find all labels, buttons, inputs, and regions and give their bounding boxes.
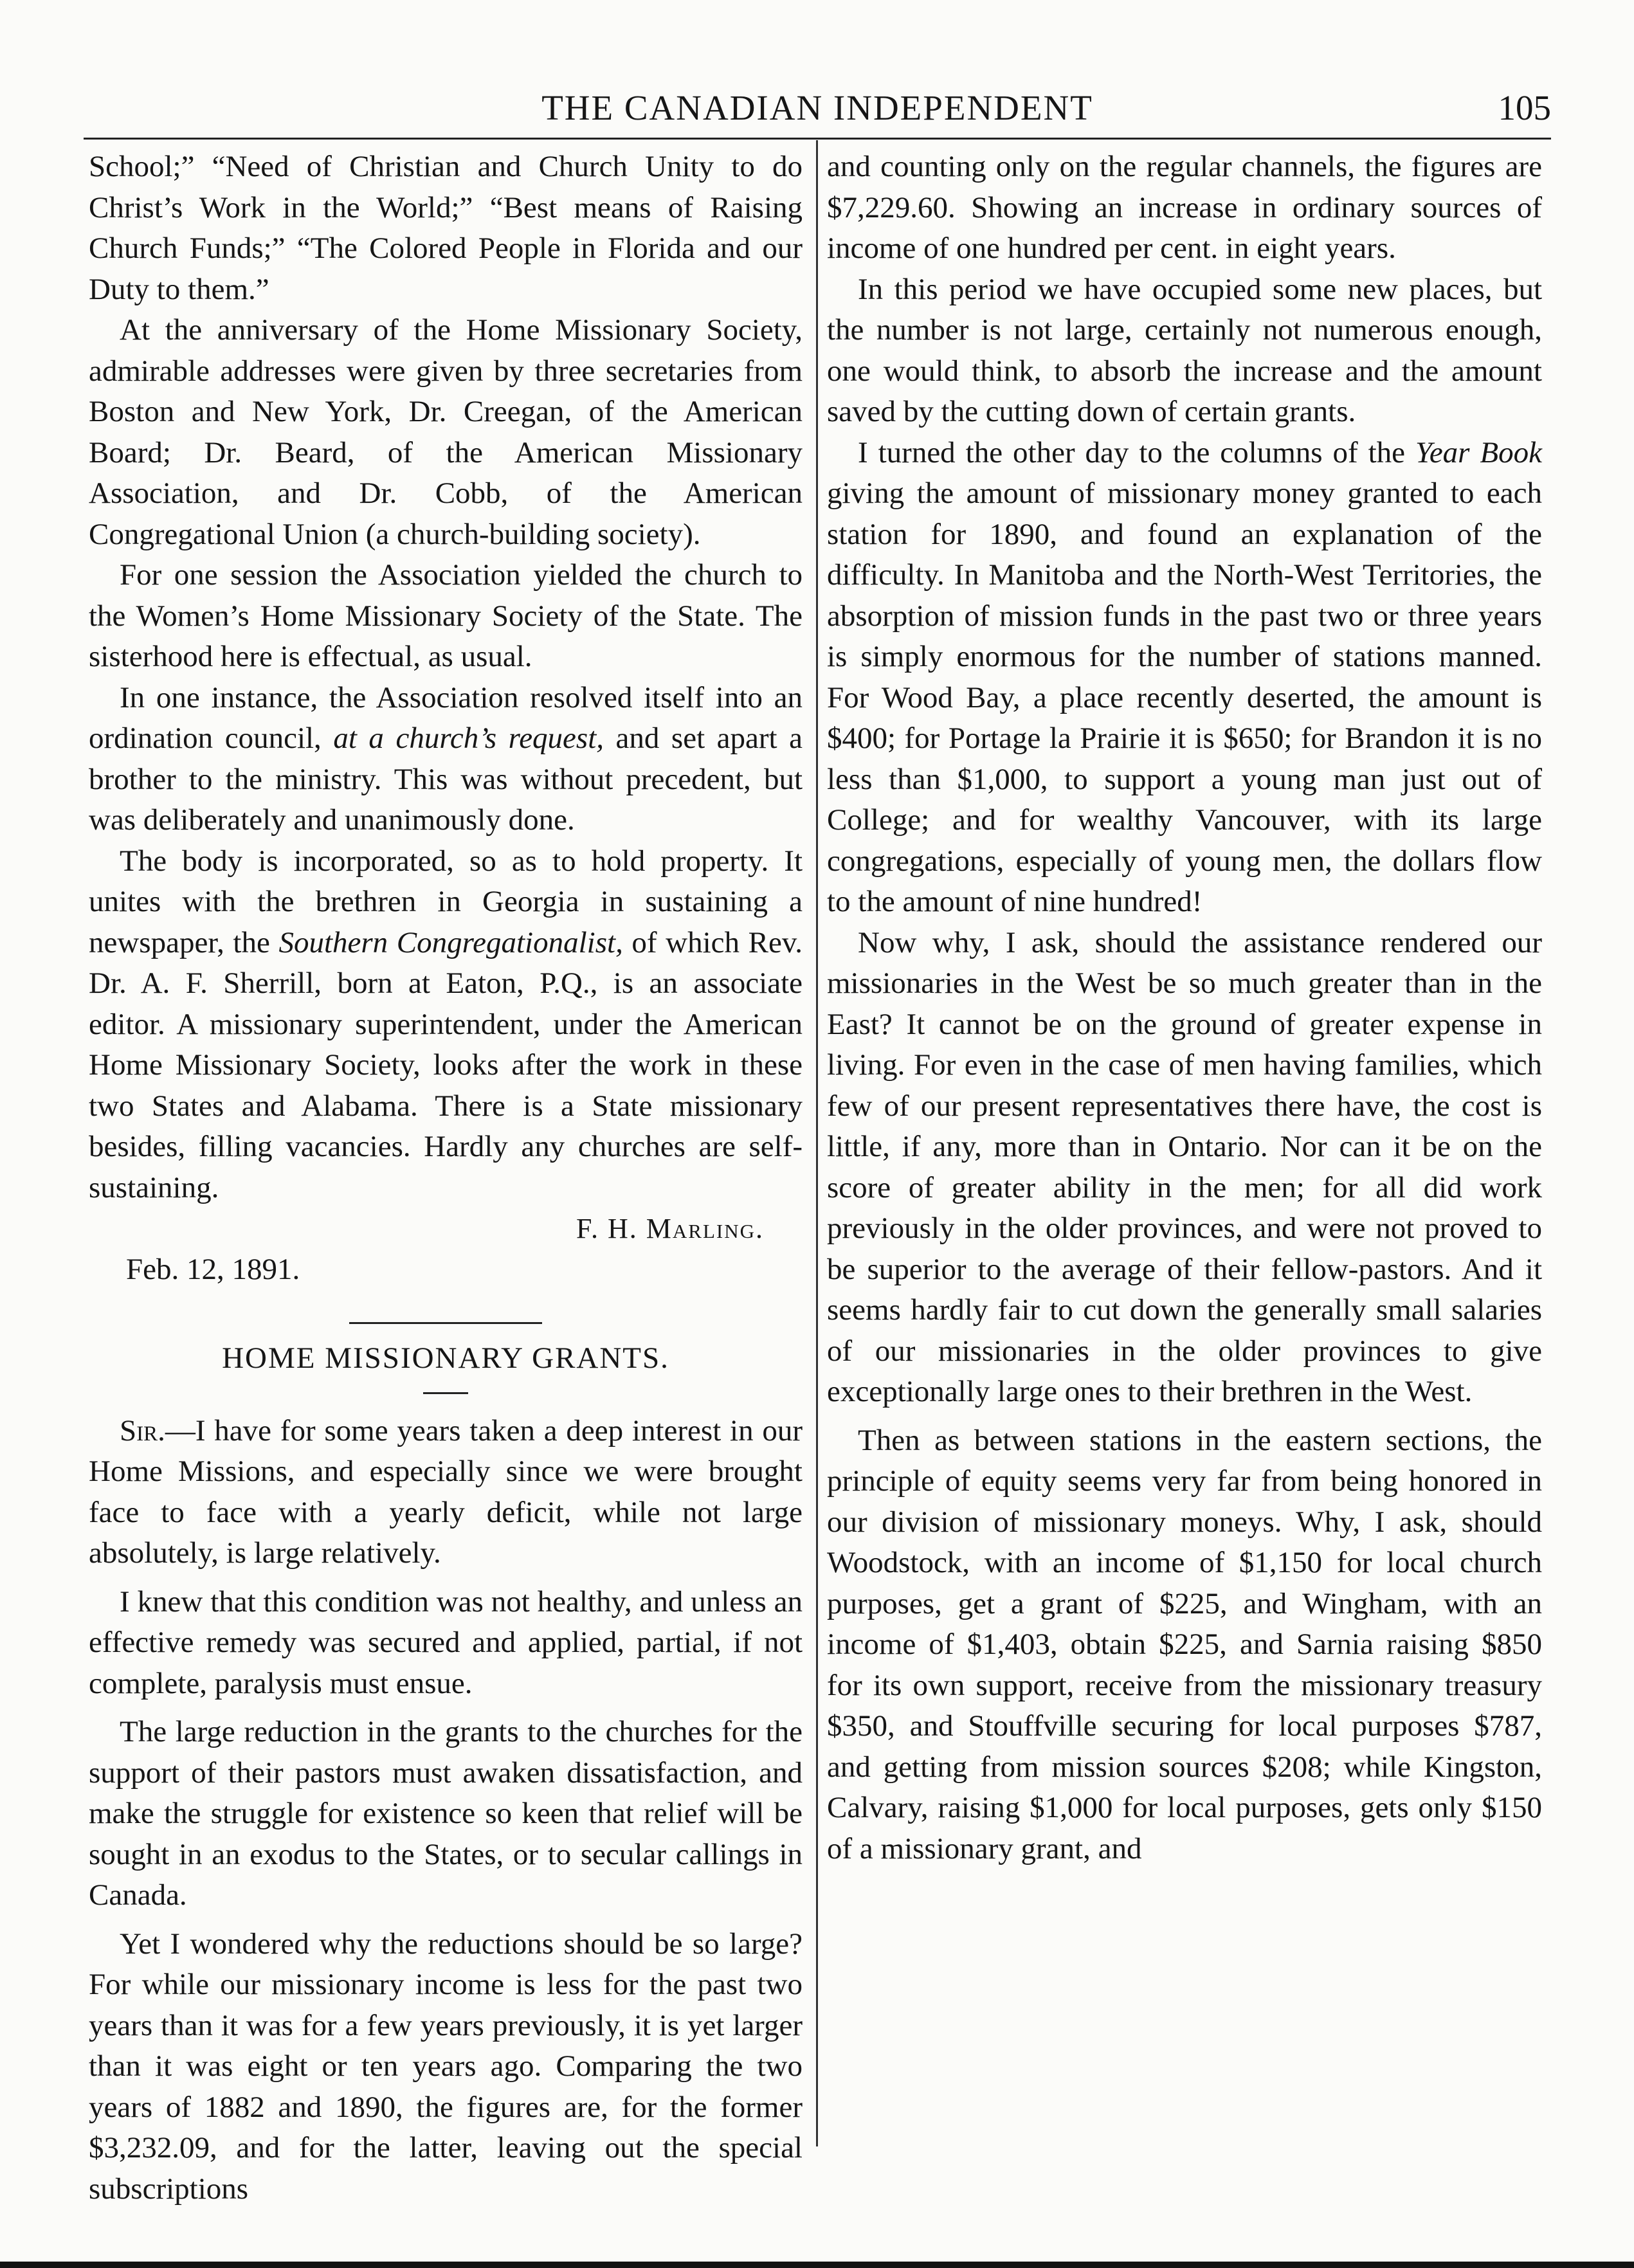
left-paragraph-4 <box>89 678 803 841</box>
left-paragraph-4-text-a: In one instance, the Association resolved itself into an ordination council, <box>89 680 803 755</box>
page-header <box>84 78 1551 136</box>
left-paragraph-4-italic: at a church’s request, <box>333 721 604 755</box>
right-paragraph-1: and counting only on the regular channels, the figures are $7,229.60. Showing an increase in ordinary sources of income of one hundred per cent. in eight years. <box>827 150 1542 265</box>
dateline: Feb. 12, 1891. <box>126 1252 300 1286</box>
left-paragraph-2: At the anniversary of the Home Missionary Society, admirable addresses were given by three secretaries from Boston and New York, Dr. Creegan, of the American Board; Dr. Beard, of the American Missionary Association, and Dr. Cobb, of the American Congregational Union (a church-building society). <box>89 313 803 551</box>
left-paragraph-3: For one session the Association yielded the church to the Women’s Home Missionary Society of the State. The sisterhood here is effectual, as usual. <box>89 558 803 673</box>
page-number: 105 <box>1498 88 1551 127</box>
right-paragraph-3-text-a: I turned the other day to the columns of the <box>858 435 1406 469</box>
left-paragraph-1: School;” “Need of Christian and Church Unity to do Christ’s Work in the World;” “Best means of Raising Church Funds;” “The Colored People in Florida and our Duty to them.” <box>89 150 803 306</box>
left-paragraph-6-text: —I have for some years taken a deep interest in our Home Missions, and especially since we were brought face to face with a yearly deficit, while not large absolutely, is large relatively. <box>89 1413 803 1570</box>
signature: F. H. Marling. <box>576 1213 764 1244</box>
left-paragraph-6 <box>89 1411 803 1574</box>
left-column <box>89 147 803 2209</box>
section-divider-rule <box>349 1322 542 1324</box>
salutation: Sir. <box>120 1413 165 1447</box>
left-paragraph-8: The large reduction in the grants to the churches for the support of their pastors must awaken dissatisfaction, and make the struggle for existence so keen that relief will be sought in an exodus to the States, or to secular callings in Canada. <box>89 1715 803 1912</box>
scan-bottom-edge <box>0 2262 1634 2268</box>
right-paragraph-3 <box>827 433 1542 923</box>
left-paragraph-5-text-a: The body is incorporated, so as to hold property. It unites with the brethren in Georgia in sustaining a newspaper, the <box>89 844 803 959</box>
right-paragraph-5: Then as between stations in the eastern sections, the principle of equity seems very far from being honored in our division of missionary moneys. Why, I ask, should Woodstock, with an income of $1,150 for local church purposes, get a grant of $225, and Wingham, with an income of $1,403, obtain $225, and Sarnia raising $850 for its own support, receive from the missionary treasury $350, and Stouffville securing for local purposes $787, and getting from mission sources $208; while Kingston, Calvary, raising $1,000 for local purposes, gets only $150 of a missionary grant, and <box>827 1423 1542 1865</box>
running-title: THE CANADIAN INDEPENDENT <box>541 88 1093 127</box>
left-paragraph-7: I knew that this condition was not healthy, and unless an effective remedy was secured and applied, partial, if not complete, paralysis must ensue. <box>89 1584 803 1700</box>
left-paragraph-4-text-b: and set apart a brother to the ministry. This was without precedent, but was deliberately and unanimously done. <box>89 721 803 837</box>
header-rule <box>84 138 1551 140</box>
left-paragraph-5 <box>89 841 803 1209</box>
section-heading: HOME MISSIONARY GRANTS. <box>222 1341 669 1375</box>
column-divider <box>816 140 818 2146</box>
right-paragraph-2: In this period we have occupied some new places, but the number is not large, certainly not numerous enough, one would think, to absorb the increase and the amount saved by the cutting down of certain grants. <box>827 272 1542 428</box>
right-column <box>827 147 1542 1869</box>
left-paragraph-5-italic: Southern Congregationalist, <box>278 925 623 959</box>
right-paragraph-4: Now why, I ask, should the assistance rendered our missionaries in the West be so much greater than in the East? It cannot be on the ground of greater expense in living. For even in the case of men having families, which few of our present representatives there have, the cost is little, if any, more than in Ontario. Nor can it be on the score of greater ability in the men; for all did work previously in the older provinces, and were not proved to be superior to the average of their fellow-pastors. And it seems hardly fair to cut down the generally small salaries of our missionaries in the older provinces to give exceptionally large ones to their brethren in the West. <box>827 925 1542 1408</box>
right-paragraph-3-text-b: giving the amount of missionary money granted to each station for 1890, and found an explanation of the difficulty. In Manitoba and the North-West Territories, the absorption of mission funds in the past two or three years is simply enormous for the number of stations manned. For Wood Bay, a place recently deserted, the amount is $400; for Portage la Prairie it is $650; for Brandon it is no less than $1,000, to support a young man just out of College; and for wealthy Vancouver, with its large congregations, especially of young men, the dollars flow to the amount of nine hundred! <box>827 476 1542 918</box>
right-paragraph-3-italic: Year Book <box>1415 435 1543 469</box>
left-paragraph-9: Yet I wondered why the reductions should be so large? For while our missionary income is less for the past two years than it was for a few years previously, it is yet larger than it was eight or ten years ago. Comparing the two years of 1882 and 1890, the figures are, for the former $3,232.09, and for the latter, leaving out the special subscriptions <box>89 1927 803 2206</box>
left-paragraph-5-text-b: of which Rev. Dr. A. F. Sherrill, born at Eaton, P.Q., is an associate editor. A missionary superintendent, under the American Home Missionary Society, looks after the work in these two States and Alabama. There is a State missionary besides, filling vacancies. Hardly any churches are self-sustaining. <box>89 925 803 1204</box>
heading-short-rule <box>423 1392 468 1394</box>
